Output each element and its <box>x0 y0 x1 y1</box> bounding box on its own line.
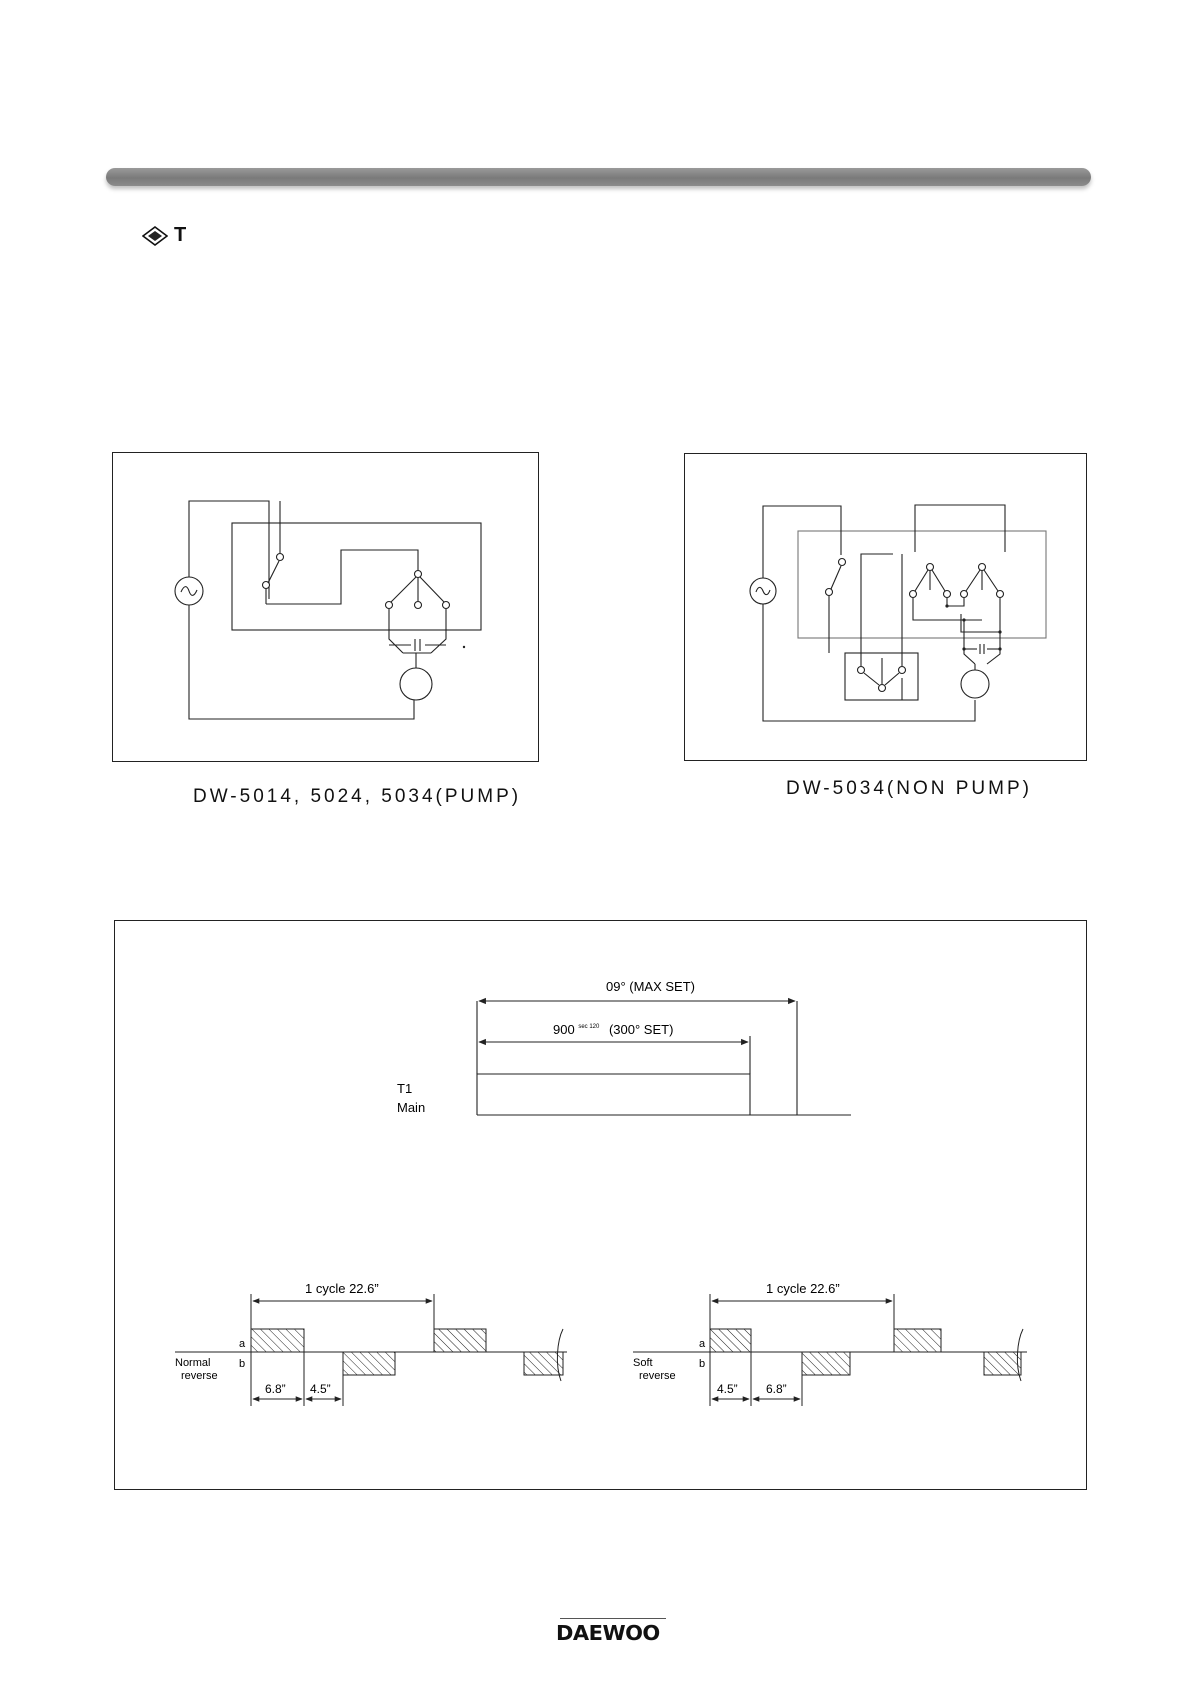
pump-circuit-diagram <box>112 452 539 762</box>
max-set-label: 09° (MAX SET) <box>606 979 695 994</box>
soft-dim-first: 4.5” <box>717 1382 738 1396</box>
daewoo-logo: DAEWOO <box>556 1621 660 1645</box>
section-title-bar <box>106 168 1091 186</box>
set-label <box>553 1016 673 1037</box>
normal-reverse-line-1: Normal <box>175 1357 211 1369</box>
soft-wash-b-2 <box>984 1352 1021 1375</box>
soft-reverse-line-2: reverse <box>639 1370 676 1382</box>
normal-cycle-label: 1 cycle 22.6” <box>305 1281 379 1296</box>
timing-chart-panel <box>114 920 1087 1490</box>
pump-circuit-drawing <box>113 453 540 763</box>
soft-wash-a-1 <box>710 1329 751 1352</box>
main-label: Main <box>397 1100 426 1115</box>
set-suffix: (300° SET) <box>608 1022 674 1037</box>
set-prefix: 900 <box>553 1022 575 1037</box>
normal-wash-b-2 <box>524 1352 563 1375</box>
logo-rule <box>560 1618 666 1619</box>
heading-text: T <box>174 224 187 246</box>
normal-wash-a-2 <box>434 1329 486 1352</box>
soft-reverse-chart <box>633 1281 1027 1406</box>
soft-reverse-label <box>633 1357 676 1382</box>
soft-cycle-label: 1 cycle 22.6” <box>766 1281 840 1296</box>
normal-reverse-line-2: reverse <box>181 1370 218 1382</box>
normal-a-label: a <box>239 1338 246 1350</box>
non-pump-circuit-diagram <box>684 453 1087 761</box>
soft-wash-b-1 <box>802 1352 850 1375</box>
normal-b-label: b <box>239 1358 246 1370</box>
t1-label: T1 <box>397 1081 413 1096</box>
normal-dim-first: 6.8” <box>265 1382 286 1396</box>
normal-wash-b-1 <box>343 1352 395 1375</box>
normal-reverse-chart <box>175 1281 567 1406</box>
main-timer-chart <box>477 1001 851 1115</box>
soft-b-label: b <box>699 1358 706 1370</box>
normal-wash-a-1 <box>251 1329 304 1352</box>
diamond-bullet-icon <box>142 226 168 246</box>
soft-reverse-line-1: Soft <box>633 1357 653 1369</box>
normal-dim-second: 4.5” <box>310 1382 331 1396</box>
set-superscript: sec 120 <box>578 1024 600 1030</box>
timing-charts <box>115 921 1088 1491</box>
soft-a-label: a <box>699 1338 706 1350</box>
normal-reverse-label <box>175 1357 218 1382</box>
pump-circuit-caption: DW-5014, 5024, 5034(PUMP) <box>193 786 522 807</box>
soft-wash-a-2 <box>894 1329 941 1352</box>
non-pump-circuit-drawing <box>685 454 1088 762</box>
section-heading <box>142 224 186 247</box>
soft-dim-second: 6.8” <box>766 1382 787 1396</box>
non-pump-circuit-caption: DW-5034(NON PUMP) <box>786 778 1032 799</box>
